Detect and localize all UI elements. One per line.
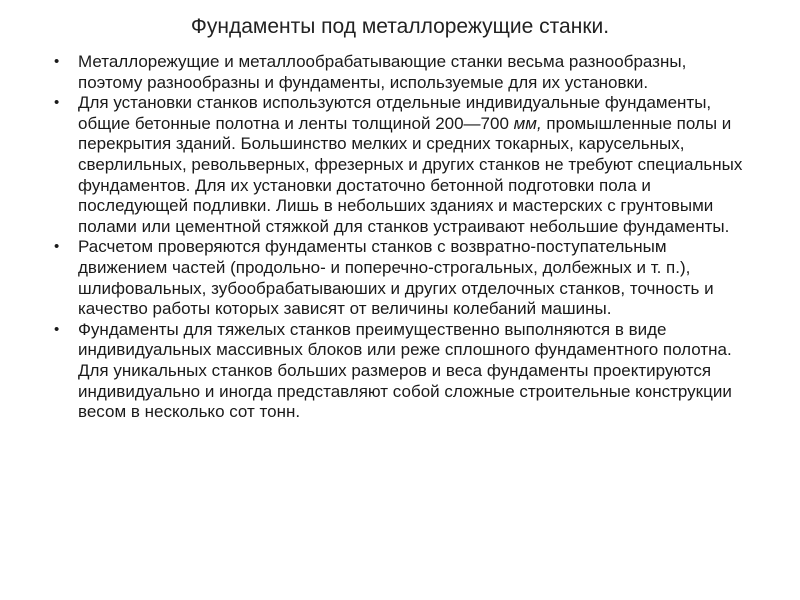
bullet-text-part: промышленные полы и перекрытия зданий. Большинство мелких и средних токарных, карусельных, сверлильных, револьверных, фрезерных и других станков не требуют специальных фундаментов. Для их установки достаточно бетонной подготовки пола и последующей подливки. Лишь в небольших зданиях и мастерских с грунтовыми полами или цементной стяжкой для станков устраивают небольшие фундаменты.: [78, 113, 743, 236]
bullet-item-2: [50, 93, 750, 237]
bullet-text: Металлорежущие и металлообрабатывающие станки весьма разнообразны, поэтому разнообразны и фундаменты, используемые для их установки.: [78, 52, 687, 92]
bullet-text: Фундаменты для тяжелых станков преимущественно выполняются в виде индивидуальных массивных блоков или реже сплошного фундаментного полотна. Для уникальных станков больших размеров и веса фундаменты проектируются индивидуально и иногда представляют собой сложные строительные конструкции весом в несколько сот тонн.: [78, 319, 732, 422]
slide-title: Фундаменты под металлорежущие станки.: [190, 15, 610, 38]
bullet-text-part: Для установки станков используются отдельные индивидуальные фундаменты, общие бетонные полотна и ленты толщиной 200—700: [78, 93, 712, 133]
bullet-text: Расчетом проверяются фундаменты станков с возвратно-поступательным движением частей (продольно- и поперечно-строгальных, долбежных и т. п.), шлифовальных, зубообрабатываюших и других отделочных станков, точность и качество работы которых зависят от величины колебаний машины.: [78, 237, 714, 319]
bullet-marker: •: [54, 53, 60, 70]
bullet-item-4: [50, 320, 750, 423]
unit-italic: мм,: [513, 113, 542, 133]
bullet-marker: •: [54, 320, 60, 338]
bullet-marker: •: [54, 238, 60, 256]
bullet-list: [50, 52, 750, 423]
bullet-text: [78, 93, 742, 236]
bullet-marker: •: [54, 94, 60, 112]
bullet-item-1: [50, 52, 750, 93]
bullet-item-3: [50, 237, 750, 319]
